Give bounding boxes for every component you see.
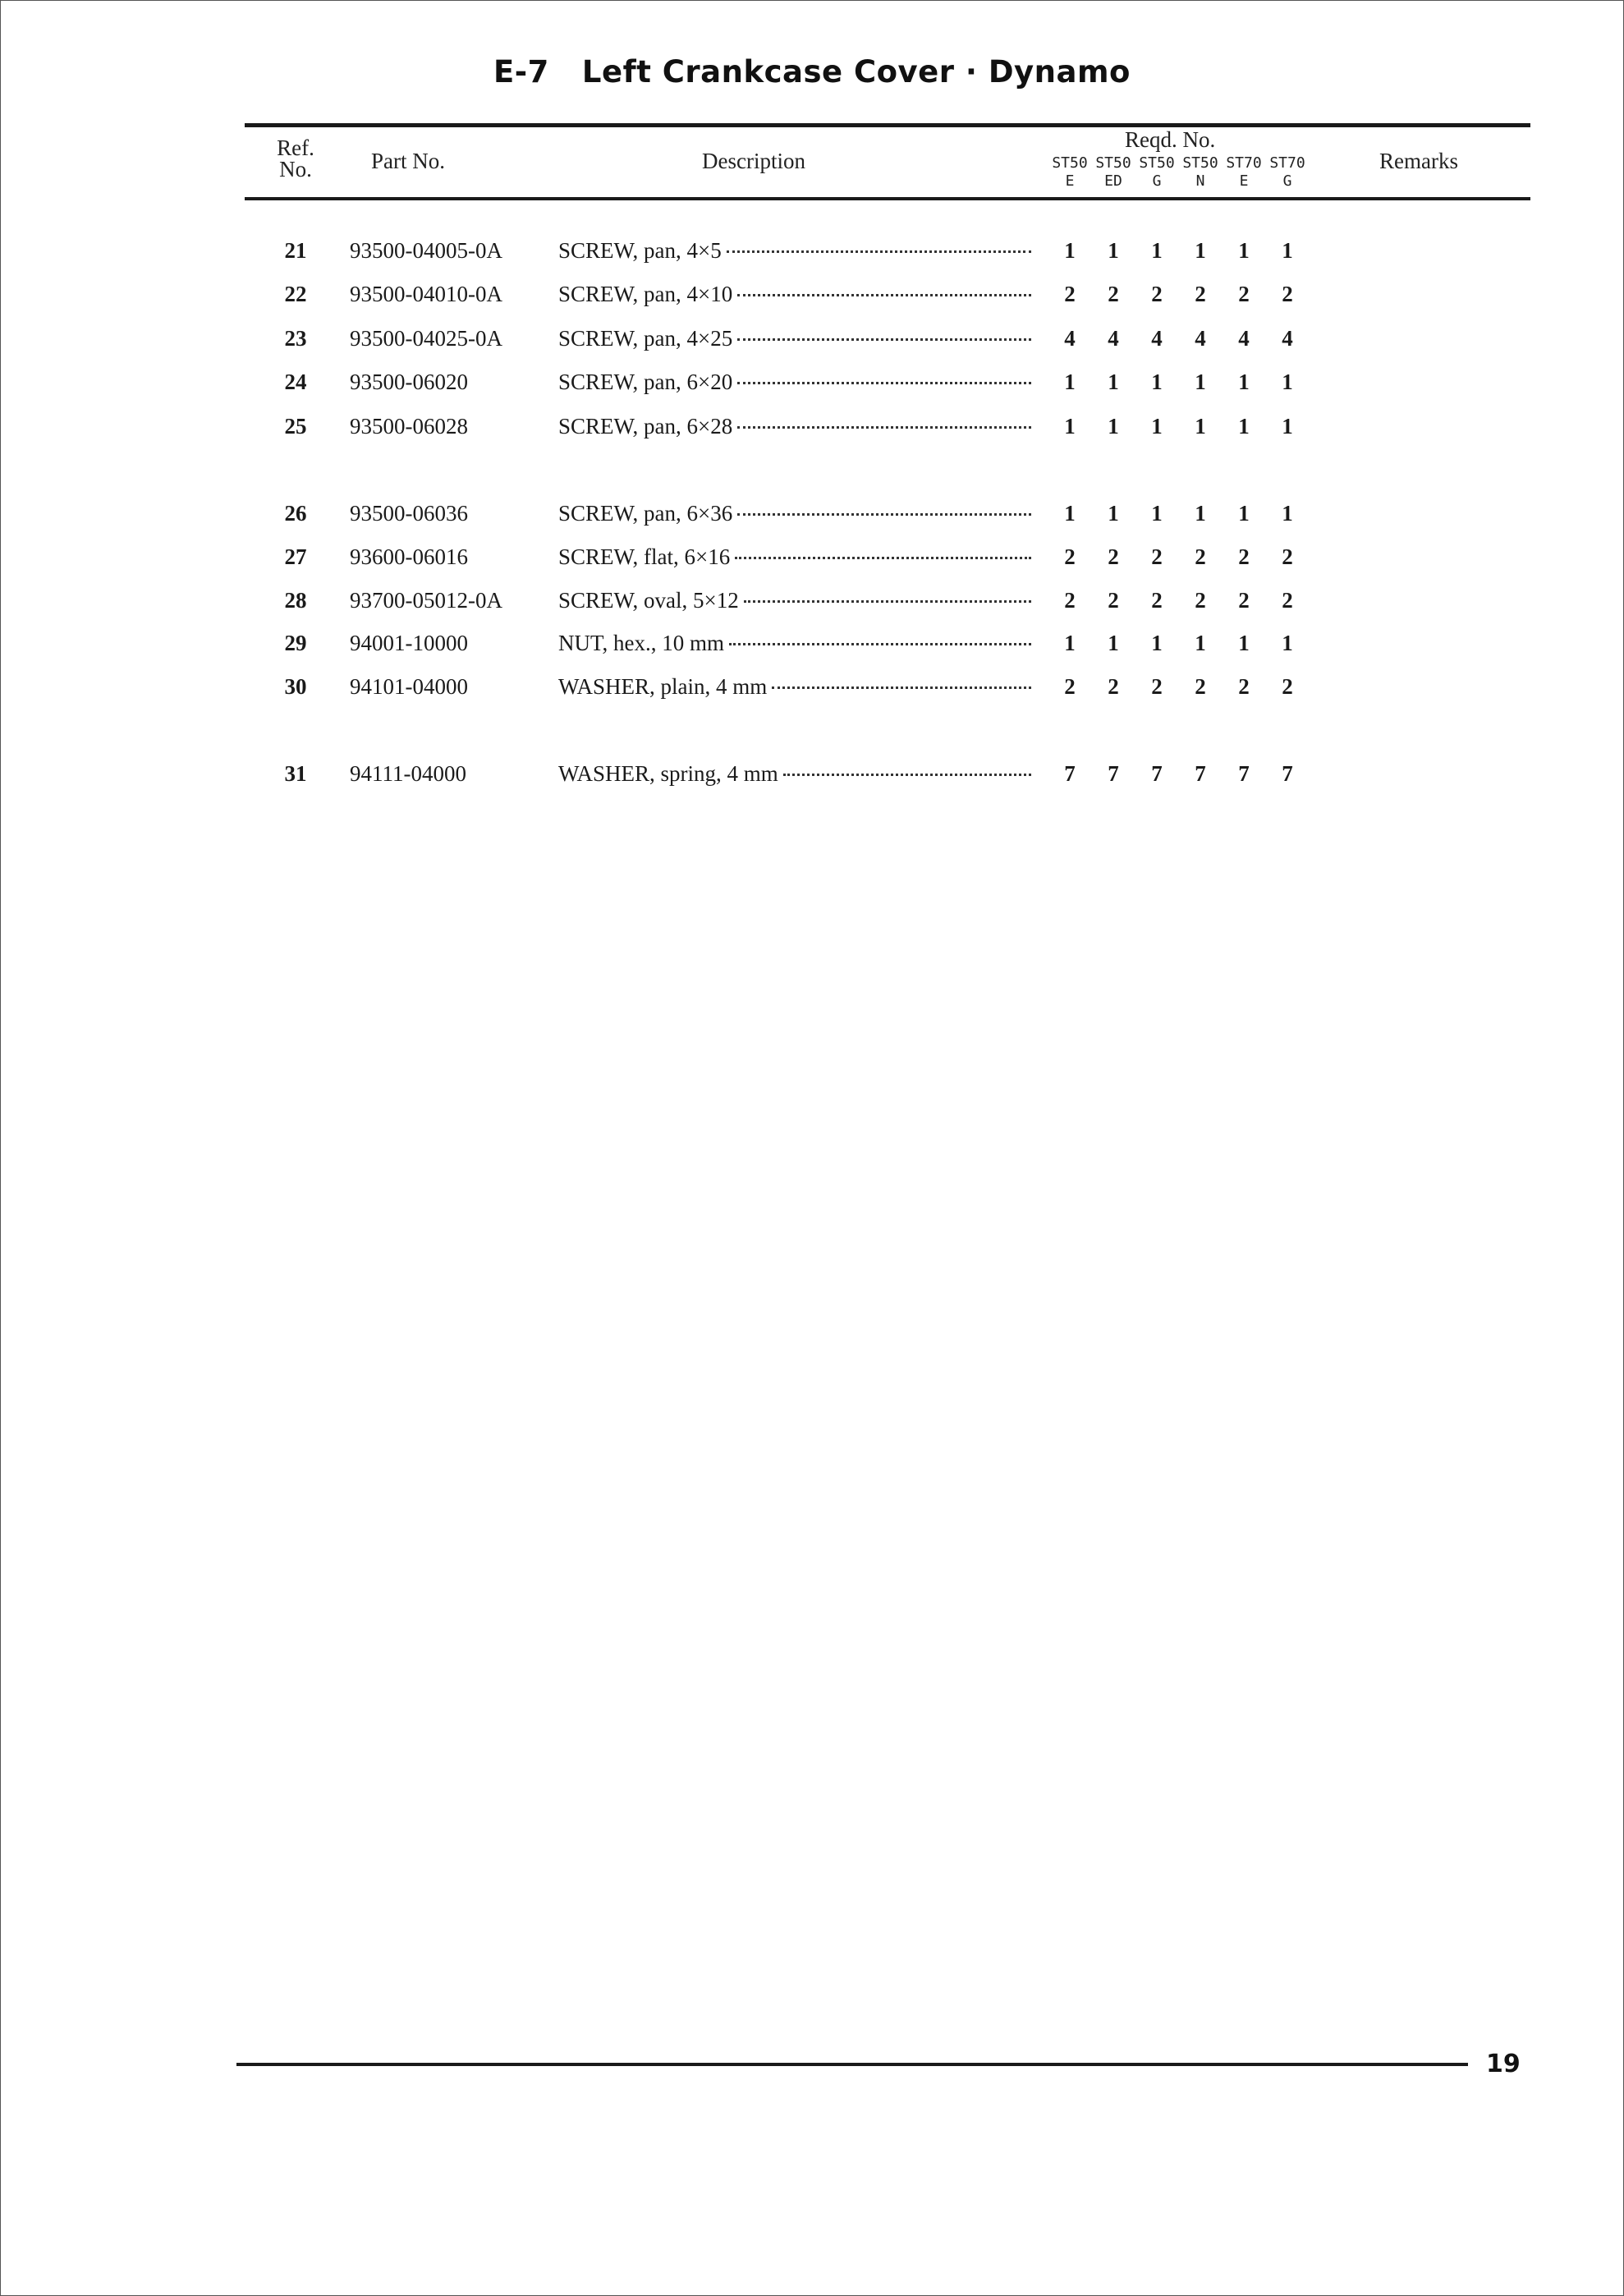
required-qty: 1 — [1151, 501, 1163, 526]
required-qty: 2 — [1238, 544, 1250, 569]
page-number: 19 — [1486, 2050, 1521, 2078]
required-qty: 2 — [1195, 588, 1206, 613]
model-name: ST50 — [1139, 154, 1175, 172]
required-qty: 2 — [1108, 282, 1119, 306]
dot-leader — [783, 774, 1031, 776]
part-no: 93500-06036 — [350, 501, 468, 526]
part-no: 93500-04005-0A — [350, 238, 502, 263]
description-text: SCREW, flat, 6×16 — [558, 544, 731, 569]
table-row — [0, 501, 1624, 529]
required-qty: 7 — [1195, 761, 1206, 786]
required-qty: 2 — [1238, 588, 1250, 613]
required-qty: 1 — [1282, 370, 1293, 394]
model-name: ST50 — [1095, 154, 1131, 172]
required-qty: 2 — [1151, 588, 1163, 613]
required-qty: 4 — [1195, 326, 1206, 351]
required-qty: 1 — [1151, 631, 1163, 655]
ref-no: 31 — [284, 761, 307, 786]
model-column-header — [1135, 154, 1178, 191]
dot-leader — [737, 426, 1031, 429]
required-qty: 1 — [1108, 501, 1119, 526]
ref-no: 21 — [284, 238, 307, 263]
description-text: SCREW, pan, 6×20 — [558, 370, 733, 394]
description — [558, 674, 1034, 700]
table-row — [0, 326, 1624, 354]
section-title: Left Crankcase Cover · Dynamo — [581, 54, 1131, 90]
header-ref-line2: No. — [279, 157, 312, 181]
required-qty: 1 — [1282, 238, 1293, 263]
required-qty: 1 — [1151, 370, 1163, 394]
ref-no: 23 — [284, 326, 307, 351]
required-qty: 1 — [1238, 370, 1250, 394]
model-name: ST70 — [1226, 154, 1262, 172]
header-ref-no — [271, 137, 320, 180]
required-qty: 1 — [1238, 414, 1250, 439]
ref-no: 22 — [284, 282, 307, 306]
required-qty: 1 — [1064, 631, 1076, 655]
description-text: WASHER, plain, 4 mm — [558, 674, 768, 699]
header-reqd-no: Reqd. No. — [1125, 127, 1216, 152]
required-qty: 1 — [1238, 501, 1250, 526]
model-name: ST50 — [1052, 154, 1088, 172]
part-no: 94001-10000 — [350, 631, 468, 655]
required-qty: 1 — [1282, 414, 1293, 439]
required-qty: 2 — [1064, 544, 1076, 569]
ref-no: 29 — [284, 631, 307, 655]
model-variant: G — [1152, 172, 1162, 190]
header-top-rule — [245, 123, 1530, 127]
required-qty: 1 — [1064, 501, 1076, 526]
description — [558, 370, 1034, 395]
ref-no: 28 — [284, 588, 307, 613]
required-qty: 1 — [1238, 238, 1250, 263]
required-qty: 4 — [1282, 326, 1293, 351]
model-variant: N — [1195, 172, 1205, 190]
required-qty: 1 — [1238, 631, 1250, 655]
table-row — [0, 761, 1624, 789]
ref-no: 24 — [284, 370, 307, 394]
dot-leader — [737, 294, 1031, 296]
model-name: ST70 — [1269, 154, 1305, 172]
required-qty: 1 — [1108, 414, 1119, 439]
table-row — [0, 674, 1624, 702]
required-qty: 2 — [1282, 282, 1293, 306]
required-qty: 2 — [1108, 588, 1119, 613]
required-qty: 2 — [1238, 674, 1250, 699]
required-qty: 2 — [1064, 282, 1076, 306]
required-qty: 2 — [1151, 544, 1163, 569]
table-row — [0, 588, 1624, 616]
required-qty: 2 — [1064, 588, 1076, 613]
model-column-header — [1223, 154, 1265, 191]
part-no: 93500-06020 — [350, 370, 468, 394]
description — [558, 501, 1034, 526]
header-part-no: Part No. — [371, 149, 445, 173]
description-text: SCREW, oval, 5×12 — [558, 588, 739, 613]
required-qty: 1 — [1064, 414, 1076, 439]
required-qty: 1 — [1064, 238, 1076, 263]
required-qty: 7 — [1238, 761, 1250, 786]
required-qty: 1 — [1195, 414, 1206, 439]
ref-no: 30 — [284, 674, 307, 699]
table-row — [0, 238, 1624, 266]
required-qty: 1 — [1195, 370, 1206, 394]
required-qty: 1 — [1151, 238, 1163, 263]
required-qty: 4 — [1108, 326, 1119, 351]
required-qty: 2 — [1195, 544, 1206, 569]
required-qty: 2 — [1064, 674, 1076, 699]
part-no: 93500-06028 — [350, 414, 468, 439]
required-qty: 1 — [1108, 631, 1119, 655]
description-text: SCREW, pan, 4×25 — [558, 326, 733, 351]
required-qty: 7 — [1282, 761, 1293, 786]
part-no: 93600-06016 — [350, 544, 468, 569]
required-qty: 7 — [1151, 761, 1163, 786]
table-row — [0, 370, 1624, 397]
required-qty: 2 — [1151, 674, 1163, 699]
dot-leader — [737, 338, 1031, 341]
description — [558, 544, 1034, 570]
required-qty: 1 — [1108, 238, 1119, 263]
table-row — [0, 282, 1624, 310]
part-no: 93700-05012-0A — [350, 588, 502, 613]
ref-no: 25 — [284, 414, 307, 439]
required-qty: 7 — [1064, 761, 1076, 786]
required-qty: 4 — [1151, 326, 1163, 351]
required-qty: 4 — [1238, 326, 1250, 351]
required-qty: 1 — [1195, 631, 1206, 655]
required-qty: 1 — [1195, 238, 1206, 263]
required-qty: 1 — [1064, 370, 1076, 394]
model-variant: E — [1239, 172, 1249, 190]
dot-leader — [744, 600, 1031, 603]
model-name: ST50 — [1182, 154, 1218, 172]
description — [558, 282, 1034, 307]
description-text: SCREW, pan, 6×28 — [558, 414, 733, 439]
required-qty: 2 — [1108, 674, 1119, 699]
footer-rule — [236, 2063, 1468, 2066]
required-qty: 2 — [1108, 544, 1119, 569]
required-qty: 2 — [1238, 282, 1250, 306]
part-no: 93500-04025-0A — [350, 326, 502, 351]
description — [558, 414, 1034, 439]
table-row — [0, 631, 1624, 659]
header-remarks: Remarks — [1379, 149, 1458, 173]
ref-no: 26 — [284, 501, 307, 526]
model-variant: ED — [1104, 172, 1122, 190]
description-text: SCREW, pan, 6×36 — [558, 501, 733, 526]
required-qty: 1 — [1195, 501, 1206, 526]
dot-leader — [772, 687, 1031, 689]
section-code: E-7 — [493, 54, 549, 90]
model-column-header — [1048, 154, 1091, 191]
page-title — [0, 54, 1624, 90]
required-qty: 1 — [1151, 414, 1163, 439]
table-row — [0, 414, 1624, 442]
required-qty: 2 — [1195, 282, 1206, 306]
description — [558, 631, 1034, 656]
description-text: NUT, hex., 10 mm — [558, 631, 724, 655]
required-qty: 2 — [1282, 544, 1293, 569]
description — [558, 326, 1034, 351]
required-qty: 1 — [1108, 370, 1119, 394]
model-column-header — [1266, 154, 1309, 191]
required-qty: 2 — [1282, 588, 1293, 613]
ref-no: 27 — [284, 544, 307, 569]
header-description: Description — [702, 149, 805, 173]
model-column-header — [1092, 154, 1135, 191]
dot-leader — [727, 250, 1031, 253]
required-qty: 2 — [1282, 674, 1293, 699]
description-text: SCREW, pan, 4×5 — [558, 238, 722, 263]
description — [558, 238, 1034, 264]
header-ref-line1: Ref. — [277, 135, 314, 160]
description — [558, 761, 1034, 787]
dot-leader — [729, 643, 1031, 645]
model-variant: E — [1065, 172, 1075, 190]
description-text: WASHER, spring, 4 mm — [558, 761, 778, 786]
required-qty: 2 — [1195, 674, 1206, 699]
dot-leader — [735, 557, 1031, 559]
part-no: 94101-04000 — [350, 674, 468, 699]
description — [558, 588, 1034, 613]
part-no: 94111-04000 — [350, 761, 466, 786]
required-qty: 7 — [1108, 761, 1119, 786]
description-text: SCREW, pan, 4×10 — [558, 282, 733, 306]
model-column-header — [1179, 154, 1222, 191]
dot-leader — [737, 382, 1031, 384]
model-variant: G — [1282, 172, 1292, 190]
dot-leader — [737, 513, 1031, 516]
required-qty: 2 — [1151, 282, 1163, 306]
table-row — [0, 544, 1624, 572]
header-bottom-rule — [245, 197, 1530, 200]
part-no: 93500-04010-0A — [350, 282, 502, 306]
required-qty: 1 — [1282, 631, 1293, 655]
required-qty: 1 — [1282, 501, 1293, 526]
required-qty: 4 — [1064, 326, 1076, 351]
